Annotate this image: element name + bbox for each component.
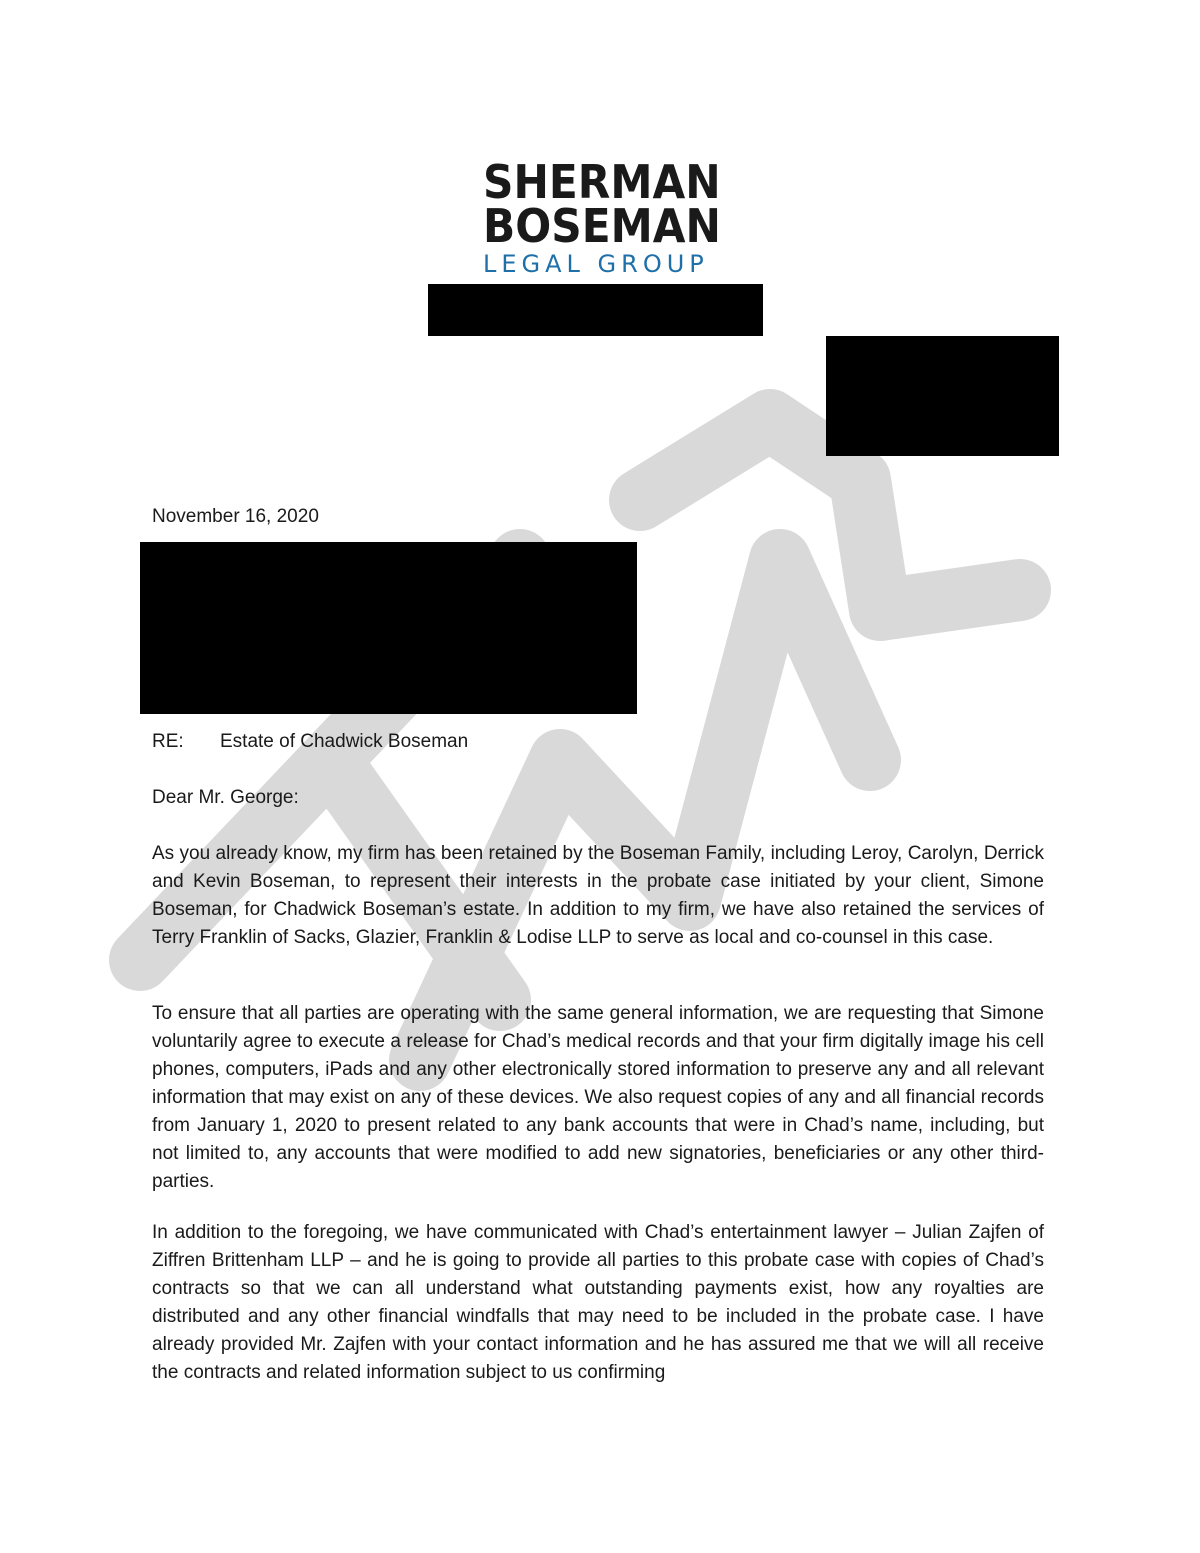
- letter-date: November 16, 2020: [152, 506, 319, 527]
- body-paragraph: In addition to the foregoing, we have communicated with Chad’s entertainment lawyer – Julian Zajfen of Ziffren Brittenham LLP – and he is going to provide all parties to this probate case with copies of Chad’s contracts so that we can all understand what outstanding payments exist, how any royalties are distributed and any other financial windfalls that may need to be included in the probate case. I have already provided Mr. Zajfen with your contact information and he has assured me that we will all receive the contracts and related information subject to us confirming: [152, 1222, 1044, 1383]
- body-paragraph: To ensure that all parties are operating with the same general information, we are requesting that Simone voluntarily agree to execute a release for Chad’s medical records and that your firm digitally image his cell phones, computers, iPads and any other electronically stored information to preserve any and all relevant information that may exist on any of these devices. We also request copies of any and all financial records from January 1, 2020 to present related to any bank accounts that were in Chad’s name, including, but not limited to, any accounts that were modified to add new signatories, beneficiaries or any other third-parties.: [152, 1003, 1044, 1192]
- firm-logo: [483, 155, 723, 278]
- redaction-box-recipient: [140, 542, 637, 714]
- logo-line-sherman: SHERMAN: [483, 155, 721, 209]
- redaction-box-contact: [826, 336, 1059, 456]
- redaction-box-address: [428, 284, 763, 336]
- body-paragraph: As you already know, my firm has been retained by the Boseman Family, including Leroy, Carolyn, Derrick and Kevin Boseman, to represent their interests in the probate case initiated by your client, Simone Boseman, for Chadwick Boseman’s estate. In addition to my firm, we have also retained the services of Terry Franklin of Sacks, Glazier, Franklin & Lodise LLP to serve as local and co-counsel in this case.: [152, 843, 1044, 948]
- salutation: Dear Mr. George:: [152, 787, 299, 808]
- re-subject: Estate of Chadwick Boseman: [220, 731, 469, 752]
- logo-line-legal-group: LEGAL GROUP: [483, 250, 709, 278]
- logo-line-boseman: BOSEMAN: [483, 199, 721, 253]
- re-label: RE:: [152, 731, 184, 752]
- re-line: [152, 728, 1044, 756]
